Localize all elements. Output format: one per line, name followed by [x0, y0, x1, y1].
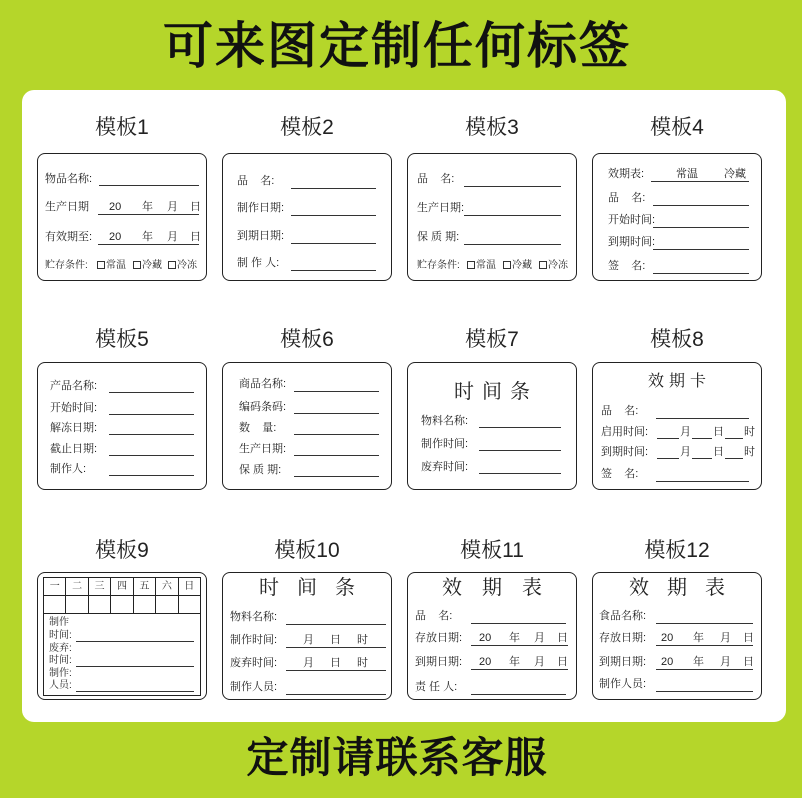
fill-line [651, 181, 749, 182]
fill-line [653, 227, 749, 228]
fill-line [294, 434, 379, 435]
weekday-check-cell [66, 596, 88, 614]
weekday-check-cell [179, 596, 200, 614]
label-template-1 [37, 153, 207, 281]
fill-line [692, 458, 712, 459]
template-title: 模板3 [465, 116, 519, 139]
date-part: 月 [534, 632, 545, 644]
template-title: 模板12 [644, 539, 710, 562]
time-part: 时 [357, 657, 368, 669]
fill-line [656, 481, 749, 482]
fill-line [294, 391, 379, 392]
field-label: 制作时间: [421, 438, 469, 450]
label-heading: 效期卡 [647, 373, 711, 390]
fill-line [471, 623, 566, 624]
date-part: 日 [557, 632, 568, 644]
date-part: 日 [557, 656, 568, 668]
weekday-check-row [44, 596, 200, 614]
label-template-7 [407, 362, 577, 490]
label-template-12 [592, 572, 762, 700]
fill-line [657, 458, 679, 459]
time-part: 日 [330, 634, 341, 646]
field-label: 时间: [49, 630, 72, 641]
template-title: 模板5 [95, 328, 149, 351]
weekday-cell: 六 [156, 578, 178, 596]
fill-line [471, 645, 568, 646]
field-label: 解冻日期: [50, 422, 98, 434]
field-label: 贮存条件: [417, 260, 460, 271]
field-label: 物料名称: [421, 415, 469, 427]
option-label: 冷冻 [177, 260, 197, 271]
time-part: 时 [744, 426, 755, 438]
label-template-11 [407, 572, 577, 700]
date-part: 年 [142, 201, 153, 213]
fill-line [656, 418, 749, 419]
field-label: 制作: [49, 668, 72, 679]
fill-line [464, 215, 561, 216]
template-title: 模板1 [95, 116, 149, 139]
weekday-check-cell [156, 596, 178, 614]
date-part: 年 [693, 656, 704, 668]
label-template-5 [37, 362, 207, 490]
date-part: 日 [190, 201, 201, 213]
field-label: 开始时间: [50, 402, 98, 414]
template-title: 模板10 [274, 539, 340, 562]
fill-line [286, 694, 386, 695]
fill-line [109, 455, 194, 456]
field-label: 到期时间: [608, 236, 656, 248]
fill-line [98, 244, 199, 245]
date-part: 20 [109, 231, 122, 243]
option-label: 冷冻 [548, 260, 568, 271]
fill-line [653, 205, 749, 206]
field-label: 到期日期: [599, 656, 647, 668]
date-part: 20 [661, 656, 674, 668]
date-part: 年 [509, 632, 520, 644]
field-label: 到期时间: [601, 446, 649, 458]
option-label: 冷藏 [142, 260, 162, 271]
fill-line [653, 273, 749, 274]
date-part: 年 [693, 632, 704, 644]
field-label: 物料名称: [230, 611, 278, 623]
field-label: 品 名: [237, 175, 275, 187]
checkbox-icon [539, 261, 547, 269]
storage-option [97, 260, 126, 272]
fill-line [657, 438, 679, 439]
storage-option [168, 260, 197, 272]
label-template-9 [37, 572, 207, 700]
time-part: 时 [357, 634, 368, 646]
date-part: 20 [109, 201, 122, 213]
fill-line [76, 641, 194, 642]
weekday-check-cell [111, 596, 133, 614]
time-part: 日 [330, 657, 341, 669]
time-part: 月 [680, 446, 691, 458]
date-part: 20 [661, 632, 674, 644]
fill-line [464, 244, 561, 245]
time-part: 日 [713, 426, 724, 438]
checkbox-icon [503, 261, 511, 269]
fill-line [286, 670, 386, 671]
field-label: 制作日期: [237, 202, 285, 214]
checkbox-icon [467, 261, 475, 269]
field-label: 保 质 期: [239, 464, 282, 476]
field-label: 食品名称: [599, 610, 647, 622]
time-part: 日 [713, 446, 724, 458]
storage-option [133, 260, 162, 272]
field-label: 编码条码: [239, 401, 287, 413]
storage-option [503, 260, 532, 272]
field-label: 开始时间: [608, 214, 656, 226]
field-label: 制作 [49, 617, 69, 628]
fill-line [479, 450, 561, 451]
field-label: 制 作 人: [237, 257, 280, 269]
field-label: 制作人员: [230, 681, 278, 693]
field-label: 签 名: [601, 468, 639, 480]
fill-line [109, 475, 194, 476]
fill-line [471, 694, 566, 695]
fill-line [291, 215, 376, 216]
fill-line [109, 434, 194, 435]
field-label: 人员: [49, 680, 72, 691]
date-part: 月 [720, 632, 731, 644]
fill-line [286, 647, 386, 648]
field-label: 品 名: [415, 610, 453, 622]
date-part: 年 [509, 656, 520, 668]
time-part: 月 [303, 657, 314, 669]
date-part: 日 [190, 231, 201, 243]
weekday-check-cell [134, 596, 156, 614]
option-label: 常温 [476, 260, 496, 271]
time-part: 时 [744, 446, 755, 458]
field-label: 截止日期: [50, 443, 98, 455]
field-label: 存放日期: [415, 632, 463, 644]
fill-line [471, 669, 568, 670]
field-label: 制作人员: [599, 678, 647, 690]
weekday-cell: 四 [111, 578, 133, 596]
label-template-4 [592, 153, 762, 281]
date-part: 20 [479, 632, 492, 644]
fill-line [291, 243, 376, 244]
fill-line [692, 438, 712, 439]
field-label: 品 名: [608, 192, 646, 204]
fill-line [286, 624, 386, 625]
field-label: 存放日期: [599, 632, 647, 644]
weekday-cell: 一 [44, 578, 66, 596]
field-label: 启用时间: [601, 426, 649, 438]
template-title: 模板7 [465, 328, 519, 351]
field-label: 生产日期 [45, 201, 89, 213]
fill-line [725, 438, 743, 439]
page-title: 可来图定制任何标签 [163, 18, 631, 74]
date-part: 日 [743, 632, 754, 644]
label-template-3 [407, 153, 577, 281]
date-part: 年 [142, 231, 153, 243]
fill-line [98, 214, 199, 215]
field-label: 保 质 期: [417, 231, 460, 243]
fill-line [656, 645, 753, 646]
weekday-cell: 五 [134, 578, 156, 596]
date-part: 20 [479, 656, 492, 668]
option-label: 常温 [106, 260, 126, 271]
option-label: 冷藏 [512, 260, 532, 271]
label-template-6 [222, 362, 392, 490]
field-label: 到期日期: [415, 656, 463, 668]
date-part: 月 [167, 231, 178, 243]
field-label: 效期表: [608, 168, 645, 180]
field-label: 品 名: [417, 173, 455, 185]
fill-line [109, 392, 194, 393]
field-label: 废弃时间: [230, 657, 278, 669]
field-label: 生产日期: [417, 202, 465, 214]
field-label: 品 名: [601, 405, 639, 417]
field-label: 签 名: [608, 260, 646, 272]
template-title: 模板11 [460, 539, 524, 562]
fill-line [725, 458, 743, 459]
storage-option [467, 260, 496, 272]
field-label: 数 量: [239, 422, 277, 434]
label-heading: 效期表 [629, 577, 743, 599]
contact-footer: 定制请联系客服 [246, 734, 548, 781]
date-part: 月 [720, 656, 731, 668]
label-heading: 效期表 [442, 577, 562, 599]
fill-line [76, 666, 194, 667]
fill-line [294, 476, 379, 477]
checkbox-icon [168, 261, 176, 269]
field-label: 有效期至: [45, 231, 93, 243]
template-title: 模板2 [280, 116, 334, 139]
field-label: 责 任 人: [415, 681, 458, 693]
field-label: 生产日期: [239, 443, 287, 455]
fill-line [464, 186, 561, 187]
date-part: 月 [167, 201, 178, 213]
field-label: 产品名称: [50, 380, 98, 392]
weekday-cell: 二 [66, 578, 88, 596]
weekday-check-cell [44, 596, 66, 614]
fill-line [99, 185, 199, 186]
fill-line [656, 623, 753, 624]
storage-value: 常温 [676, 168, 698, 180]
fill-line [294, 413, 379, 414]
weekday-header-row [44, 578, 200, 596]
label-template-2 [222, 153, 392, 281]
template-title: 模板9 [95, 539, 149, 562]
field-label: 制作时间: [230, 634, 278, 646]
fill-line [109, 414, 194, 415]
fill-line [479, 427, 561, 428]
template-title: 模板8 [650, 328, 704, 351]
fill-line [656, 691, 753, 692]
field-label: 物品名称: [45, 173, 93, 185]
weekday-check-cell [89, 596, 111, 614]
date-part: 日 [743, 656, 754, 668]
field-label: 制作人: [50, 463, 87, 475]
date-part: 月 [534, 656, 545, 668]
template-title: 模板6 [280, 328, 334, 351]
fill-line [294, 455, 379, 456]
field-label: 时间: [49, 655, 72, 666]
field-label: 废弃时间: [421, 461, 469, 473]
label-heading: 时间条 [259, 577, 373, 599]
checkbox-icon [97, 261, 105, 269]
template-title: 模板4 [650, 116, 704, 139]
fill-line [479, 473, 561, 474]
label-heading: 时间条 [454, 381, 538, 403]
time-part: 月 [303, 634, 314, 646]
weekday-cell: 日 [179, 578, 200, 596]
time-part: 月 [680, 426, 691, 438]
checkbox-icon [133, 261, 141, 269]
field-label: 废弃: [49, 643, 72, 654]
label-template-10 [222, 572, 392, 700]
field-label: 贮存条件: [45, 260, 88, 271]
field-label: 到期日期: [237, 230, 285, 242]
storage-value: 冷藏 [724, 168, 746, 180]
label-template-8 [592, 362, 762, 490]
field-label: 商品名称: [239, 378, 287, 390]
fill-line [653, 249, 749, 250]
fill-line [291, 188, 376, 189]
fill-line [76, 691, 194, 692]
fill-line [291, 270, 376, 271]
storage-option [539, 260, 568, 272]
weekday-cell: 三 [89, 578, 111, 596]
fill-line [656, 669, 753, 670]
